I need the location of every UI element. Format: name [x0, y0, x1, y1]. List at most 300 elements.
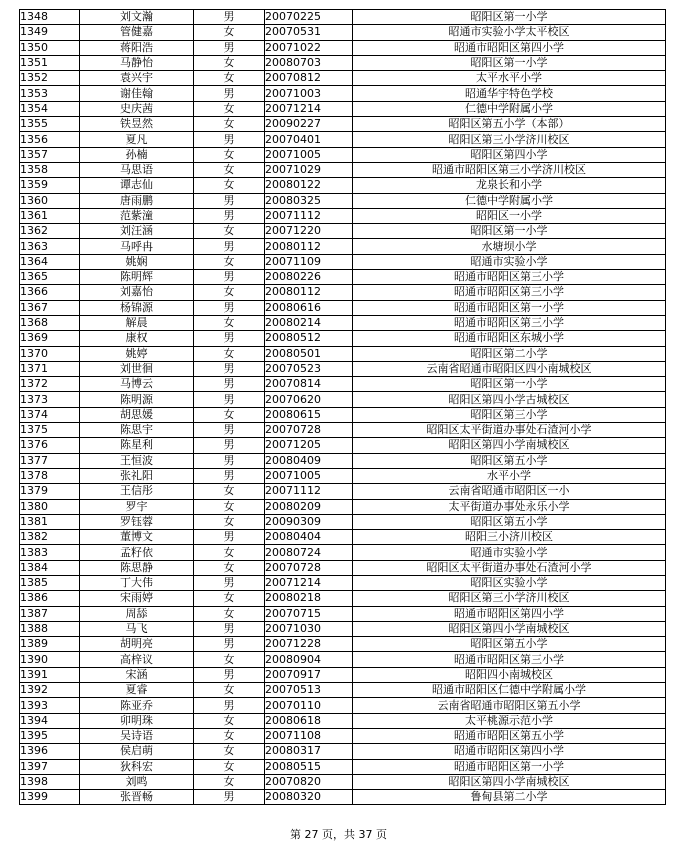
row-number-cell: 1352: [20, 71, 80, 86]
school-cell: 昭通市实验小学: [353, 545, 666, 560]
row-number-cell: 1385: [20, 575, 80, 590]
school-cell: 昭阳区实验小学: [353, 575, 666, 590]
student-name-cell: 唐雨鹏: [80, 193, 194, 208]
school-cell: 水平小学: [353, 468, 666, 483]
gender-cell: 女: [194, 254, 265, 269]
birthdate-cell: 20071112: [265, 208, 353, 223]
gender-cell: 女: [194, 652, 265, 667]
gender-cell: 女: [194, 101, 265, 116]
birthdate-cell: 20080112: [265, 285, 353, 300]
table-row: [20, 71, 666, 86]
school-cell: 昭阳区第四小学: [353, 147, 666, 162]
school-cell: 昭通市昭阳区第三小学济川校区: [353, 162, 666, 177]
table-row: [20, 545, 666, 560]
student-name-cell: 马呼冉: [80, 239, 194, 254]
birthdate-cell: 20080404: [265, 530, 353, 545]
row-number-cell: 1351: [20, 55, 80, 70]
birthdate-cell: 20070110: [265, 698, 353, 713]
birthdate-cell: 20080317: [265, 744, 353, 759]
student-name-cell: 吴诗语: [80, 728, 194, 743]
table-row: [20, 132, 666, 147]
row-number-cell: 1387: [20, 606, 80, 621]
row-number-cell: 1376: [20, 438, 80, 453]
table-row: [20, 147, 666, 162]
student-name-cell: 高梓议: [80, 652, 194, 667]
student-name-cell: 孟籽依: [80, 545, 194, 560]
table-row: [20, 637, 666, 652]
gender-cell: 女: [194, 484, 265, 499]
table-row: [20, 315, 666, 330]
table-row: [20, 499, 666, 514]
table-row: [20, 575, 666, 590]
gender-cell: 男: [194, 300, 265, 315]
birthdate-cell: 20080409: [265, 453, 353, 468]
row-number-cell: 1398: [20, 774, 80, 789]
student-name-cell: 史庆茜: [80, 101, 194, 116]
student-name-cell: 刘文瀚: [80, 10, 194, 25]
school-cell: 昭阳区第三小学济川校区: [353, 132, 666, 147]
table-row: [20, 713, 666, 728]
birthdate-cell: 20080724: [265, 545, 353, 560]
gender-cell: 女: [194, 407, 265, 422]
school-cell: 昭通市昭阳区第五小学: [353, 728, 666, 743]
row-number-cell: 1366: [20, 285, 80, 300]
birthdate-cell: 20080320: [265, 790, 353, 805]
school-cell: 昭阳区第二小学: [353, 346, 666, 361]
school-cell: 昭通市昭阳区第四小学: [353, 40, 666, 55]
student-name-cell: 王信彤: [80, 484, 194, 499]
birthdate-cell: 20070917: [265, 667, 353, 682]
school-cell: 云南省昭通市昭阳区四小南城校区: [353, 361, 666, 376]
row-number-cell: 1389: [20, 637, 80, 652]
school-cell: 昭阳区第四小学南城校区: [353, 774, 666, 789]
row-number-cell: 1397: [20, 759, 80, 774]
table-row: [20, 759, 666, 774]
school-cell: 昭阳区第四小学南城校区: [353, 621, 666, 636]
gender-cell: 男: [194, 361, 265, 376]
gender-cell: 男: [194, 270, 265, 285]
birthdate-cell: 20070814: [265, 377, 353, 392]
row-number-cell: 1369: [20, 331, 80, 346]
student-name-cell: 罗钰蓉: [80, 514, 194, 529]
school-cell: 云南省昭通市昭阳区第五小学: [353, 698, 666, 713]
roster-body: [20, 10, 666, 805]
table-row: [20, 652, 666, 667]
birthdate-cell: 20080112: [265, 239, 353, 254]
student-name-cell: 夏凡: [80, 132, 194, 147]
gender-cell: 女: [194, 545, 265, 560]
table-row: [20, 193, 666, 208]
student-name-cell: 陈明辉: [80, 270, 194, 285]
school-cell: 昭阳区太平街道办事处石渣河小学: [353, 423, 666, 438]
student-name-cell: 刘鸣: [80, 774, 194, 789]
gender-cell: 女: [194, 117, 265, 132]
row-number-cell: 1381: [20, 514, 80, 529]
row-number-cell: 1382: [20, 530, 80, 545]
birthdate-cell: 20071030: [265, 621, 353, 636]
student-name-cell: 管健嘉: [80, 25, 194, 40]
birthdate-cell: 20080325: [265, 193, 353, 208]
student-name-cell: 陈思宇: [80, 423, 194, 438]
birthdate-cell: 20080226: [265, 270, 353, 285]
student-name-cell: 陈星利: [80, 438, 194, 453]
school-cell: 鲁甸县第二小学: [353, 790, 666, 805]
school-cell: 仁德中学附属小学: [353, 193, 666, 208]
row-number-cell: 1361: [20, 208, 80, 223]
student-name-cell: 刘嘉怡: [80, 285, 194, 300]
row-number-cell: 1363: [20, 239, 80, 254]
school-cell: 昭通市昭阳区第三小学: [353, 285, 666, 300]
birthdate-cell: 20080904: [265, 652, 353, 667]
row-number-cell: 1378: [20, 468, 80, 483]
school-cell: 昭阳区第五小学: [353, 453, 666, 468]
school-cell: 昭阳区第五小学（本部）: [353, 117, 666, 132]
page-number-footer: 第 27 页，共 37 页: [290, 828, 387, 841]
birthdate-cell: 20070728: [265, 560, 353, 575]
table-row: [20, 468, 666, 483]
birthdate-cell: 20071109: [265, 254, 353, 269]
student-name-cell: 马静怡: [80, 55, 194, 70]
birthdate-cell: 20080616: [265, 300, 353, 315]
student-name-cell: 陈明源: [80, 392, 194, 407]
gender-cell: 女: [194, 514, 265, 529]
school-cell: 昭通市实验小学: [353, 254, 666, 269]
birthdate-cell: 20071005: [265, 147, 353, 162]
birthdate-cell: 20080218: [265, 591, 353, 606]
table-row: [20, 530, 666, 545]
row-number-cell: 1360: [20, 193, 80, 208]
school-cell: 昭通市昭阳区第一小学: [353, 300, 666, 315]
student-name-cell: 胡明亮: [80, 637, 194, 652]
gender-cell: 女: [194, 744, 265, 759]
table-row: [20, 10, 666, 25]
student-name-cell: 宋涵: [80, 667, 194, 682]
table-row: [20, 683, 666, 698]
school-cell: 昭阳区第一小学: [353, 55, 666, 70]
row-number-cell: 1362: [20, 224, 80, 239]
birthdate-cell: 20080501: [265, 346, 353, 361]
birthdate-cell: 20080515: [265, 759, 353, 774]
table-row: [20, 254, 666, 269]
gender-cell: 男: [194, 438, 265, 453]
school-cell: 昭通华宇特色学校: [353, 86, 666, 101]
row-number-cell: 1349: [20, 25, 80, 40]
gender-cell: 男: [194, 10, 265, 25]
student-name-cell: 解晨: [80, 315, 194, 330]
student-name-cell: 姚娴: [80, 254, 194, 269]
birthdate-cell: 20071112: [265, 484, 353, 499]
gender-cell: 女: [194, 224, 265, 239]
gender-cell: 男: [194, 331, 265, 346]
table-row: [20, 744, 666, 759]
birthdate-cell: 20080122: [265, 178, 353, 193]
student-name-cell: 孙楠: [80, 147, 194, 162]
birthdate-cell: 20071005: [265, 468, 353, 483]
gender-cell: 男: [194, 790, 265, 805]
table-row: [20, 346, 666, 361]
table-row: [20, 331, 666, 346]
gender-cell: 男: [194, 423, 265, 438]
table-row: [20, 285, 666, 300]
gender-cell: 女: [194, 147, 265, 162]
table-row: [20, 774, 666, 789]
student-name-cell: 侯启萌: [80, 744, 194, 759]
school-cell: 昭通市昭阳区仁德中学附属小学: [353, 683, 666, 698]
school-cell: 仁德中学附属小学: [353, 101, 666, 116]
school-cell: 太平水平小学: [353, 71, 666, 86]
student-name-cell: 狄科宏: [80, 759, 194, 774]
gender-cell: 男: [194, 40, 265, 55]
birthdate-cell: 20070531: [265, 25, 353, 40]
table-row: [20, 270, 666, 285]
table-row: [20, 117, 666, 132]
birthdate-cell: 20080618: [265, 713, 353, 728]
school-cell: 昭阳区第一小学: [353, 10, 666, 25]
gender-cell: 男: [194, 468, 265, 483]
table-row: [20, 101, 666, 116]
row-number-cell: 1357: [20, 147, 80, 162]
student-name-cell: 铁昱然: [80, 117, 194, 132]
birthdate-cell: 20080214: [265, 315, 353, 330]
table-row: [20, 423, 666, 438]
gender-cell: 男: [194, 377, 265, 392]
gender-cell: 女: [194, 178, 265, 193]
birthdate-cell: 20070225: [265, 10, 353, 25]
table-row: [20, 208, 666, 223]
table-row: [20, 591, 666, 606]
school-cell: 昭通市昭阳区第三小学: [353, 315, 666, 330]
row-number-cell: 1368: [20, 315, 80, 330]
gender-cell: 女: [194, 499, 265, 514]
row-number-cell: 1390: [20, 652, 80, 667]
row-number-cell: 1379: [20, 484, 80, 499]
row-number-cell: 1367: [20, 300, 80, 315]
student-roster-table: [19, 9, 666, 805]
student-name-cell: 周舔: [80, 606, 194, 621]
birthdate-cell: 20070728: [265, 423, 353, 438]
school-cell: 云南省昭通市昭阳区一小: [353, 484, 666, 499]
student-name-cell: 王恒波: [80, 453, 194, 468]
gender-cell: 男: [194, 530, 265, 545]
table-row: [20, 25, 666, 40]
school-cell: 昭阳区第一小学: [353, 377, 666, 392]
gender-cell: 女: [194, 55, 265, 70]
birthdate-cell: 20070820: [265, 774, 353, 789]
birthdate-cell: 20071022: [265, 40, 353, 55]
table-row: [20, 560, 666, 575]
table-row: [20, 514, 666, 529]
table-row: [20, 86, 666, 101]
table-row: [20, 453, 666, 468]
gender-cell: 女: [194, 162, 265, 177]
school-cell: 昭阳三小济川校区: [353, 530, 666, 545]
table-row: [20, 162, 666, 177]
birthdate-cell: 20070523: [265, 361, 353, 376]
row-number-cell: 1372: [20, 377, 80, 392]
row-number-cell: 1393: [20, 698, 80, 713]
birthdate-cell: 20070812: [265, 71, 353, 86]
student-name-cell: 姚婷: [80, 346, 194, 361]
row-number-cell: 1392: [20, 683, 80, 698]
row-number-cell: 1377: [20, 453, 80, 468]
school-cell: 昭通市昭阳区第三小学: [353, 652, 666, 667]
table-row: [20, 438, 666, 453]
student-name-cell: 马博云: [80, 377, 194, 392]
table-row: [20, 40, 666, 55]
table-row: [20, 698, 666, 713]
row-number-cell: 1380: [20, 499, 80, 514]
school-cell: 昭阳区第三小学济川校区: [353, 591, 666, 606]
table-row: [20, 392, 666, 407]
birthdate-cell: 20070513: [265, 683, 353, 698]
school-cell: 昭通市实验小学太平校区: [353, 25, 666, 40]
gender-cell: 男: [194, 132, 265, 147]
birthdate-cell: 20070620: [265, 392, 353, 407]
row-number-cell: 1355: [20, 117, 80, 132]
student-name-cell: 马思语: [80, 162, 194, 177]
row-number-cell: 1348: [20, 10, 80, 25]
school-cell: 龙泉长和小学: [353, 178, 666, 193]
row-number-cell: 1386: [20, 591, 80, 606]
student-name-cell: 陈亚乔: [80, 698, 194, 713]
student-name-cell: 刘汪涵: [80, 224, 194, 239]
gender-cell: 男: [194, 575, 265, 590]
row-number-cell: 1371: [20, 361, 80, 376]
birthdate-cell: 20090227: [265, 117, 353, 132]
gender-cell: 女: [194, 606, 265, 621]
row-number-cell: 1359: [20, 178, 80, 193]
school-cell: 昭阳区第三小学: [353, 407, 666, 422]
school-cell: 昭通市昭阳区东城小学: [353, 331, 666, 346]
gender-cell: 女: [194, 285, 265, 300]
gender-cell: 女: [194, 683, 265, 698]
student-name-cell: 夏睿: [80, 683, 194, 698]
gender-cell: 女: [194, 591, 265, 606]
school-cell: 昭通市昭阳区第四小学: [353, 744, 666, 759]
table-row: [20, 790, 666, 805]
birthdate-cell: 20090309: [265, 514, 353, 529]
birthdate-cell: 20071003: [265, 86, 353, 101]
row-number-cell: 1370: [20, 346, 80, 361]
gender-cell: 女: [194, 759, 265, 774]
gender-cell: 女: [194, 560, 265, 575]
student-name-cell: 张礼阳: [80, 468, 194, 483]
school-cell: 昭阳区第四小学南城校区: [353, 438, 666, 453]
student-name-cell: 丁大伟: [80, 575, 194, 590]
row-number-cell: 1364: [20, 254, 80, 269]
student-name-cell: 宋雨婷: [80, 591, 194, 606]
school-cell: 昭阳区第四小学古城校区: [353, 392, 666, 407]
student-name-cell: 谢佳翰: [80, 86, 194, 101]
gender-cell: 女: [194, 774, 265, 789]
school-cell: 水塘坝小学: [353, 239, 666, 254]
gender-cell: 男: [194, 621, 265, 636]
student-name-cell: 马飞: [80, 621, 194, 636]
row-number-cell: 1391: [20, 667, 80, 682]
gender-cell: 女: [194, 346, 265, 361]
school-cell: 昭阳区第五小学: [353, 514, 666, 529]
birthdate-cell: 20071220: [265, 224, 353, 239]
student-name-cell: 谭志仙: [80, 178, 194, 193]
row-number-cell: 1356: [20, 132, 80, 147]
row-number-cell: 1399: [20, 790, 80, 805]
row-number-cell: 1383: [20, 545, 80, 560]
student-name-cell: 胡思媛: [80, 407, 194, 422]
row-number-cell: 1388: [20, 621, 80, 636]
gender-cell: 男: [194, 453, 265, 468]
student-name-cell: 陈思静: [80, 560, 194, 575]
gender-cell: 女: [194, 713, 265, 728]
table-row: [20, 377, 666, 392]
student-name-cell: 张晋畅: [80, 790, 194, 805]
school-cell: 昭通市昭阳区第三小学: [353, 270, 666, 285]
birthdate-cell: 20071228: [265, 637, 353, 652]
birthdate-cell: 20071029: [265, 162, 353, 177]
school-cell: 太平桃源示范小学: [353, 713, 666, 728]
student-name-cell: 蒋阳浩: [80, 40, 194, 55]
row-number-cell: 1384: [20, 560, 80, 575]
row-number-cell: 1395: [20, 728, 80, 743]
student-name-cell: 罗宇: [80, 499, 194, 514]
table-row: [20, 361, 666, 376]
table-row: [20, 484, 666, 499]
gender-cell: 女: [194, 71, 265, 86]
table-row: [20, 728, 666, 743]
student-name-cell: 范紫潼: [80, 208, 194, 223]
school-cell: 昭阳区第一小学: [353, 224, 666, 239]
table-row: [20, 667, 666, 682]
birthdate-cell: 20071205: [265, 438, 353, 453]
birthdate-cell: 20071214: [265, 575, 353, 590]
row-number-cell: 1375: [20, 423, 80, 438]
student-name-cell: 杨锦源: [80, 300, 194, 315]
table-row: [20, 55, 666, 70]
gender-cell: 男: [194, 667, 265, 682]
gender-cell: 男: [194, 392, 265, 407]
gender-cell: 男: [194, 208, 265, 223]
birthdate-cell: 20080703: [265, 55, 353, 70]
table-row: [20, 407, 666, 422]
table-row: [20, 178, 666, 193]
table-row: [20, 224, 666, 239]
row-number-cell: 1396: [20, 744, 80, 759]
gender-cell: 男: [194, 239, 265, 254]
table-row: [20, 606, 666, 621]
birthdate-cell: 20080512: [265, 331, 353, 346]
student-name-cell: 董博文: [80, 530, 194, 545]
row-number-cell: 1373: [20, 392, 80, 407]
gender-cell: 男: [194, 637, 265, 652]
row-number-cell: 1394: [20, 713, 80, 728]
table-row: [20, 300, 666, 315]
birthdate-cell: 20071214: [265, 101, 353, 116]
gender-cell: 男: [194, 698, 265, 713]
school-cell: 昭通市昭阳区第四小学: [353, 606, 666, 621]
row-number-cell: 1365: [20, 270, 80, 285]
birthdate-cell: 20080615: [265, 407, 353, 422]
birthdate-cell: 20071108: [265, 728, 353, 743]
row-number-cell: 1354: [20, 101, 80, 116]
gender-cell: 女: [194, 728, 265, 743]
table-row: [20, 239, 666, 254]
student-name-cell: 刘世徊: [80, 361, 194, 376]
school-cell: 昭通市昭阳区第一小学: [353, 759, 666, 774]
row-number-cell: 1374: [20, 407, 80, 422]
birthdate-cell: 20070401: [265, 132, 353, 147]
school-cell: 太平街道办事处永乐小学: [353, 499, 666, 514]
row-number-cell: 1358: [20, 162, 80, 177]
gender-cell: 女: [194, 315, 265, 330]
